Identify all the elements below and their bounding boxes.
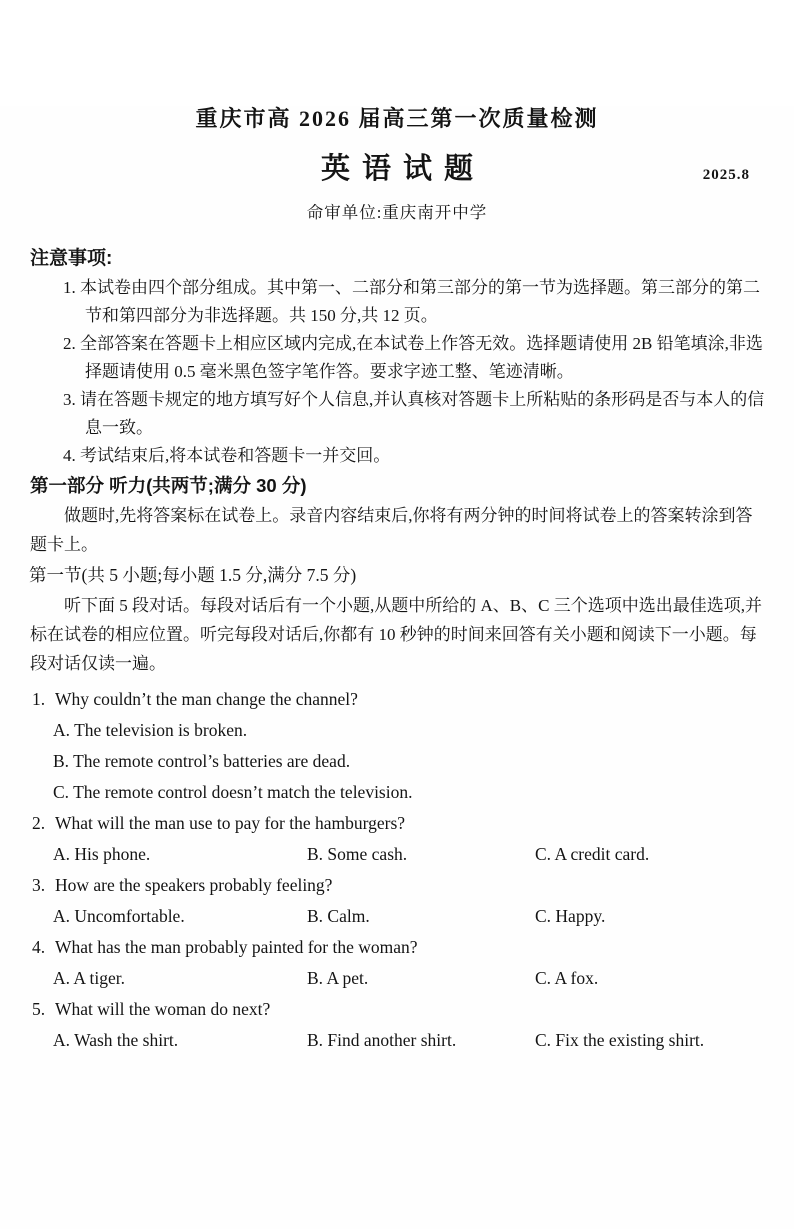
question-line [0,808,794,839]
subject-title: 英语试题 [320,153,485,185]
question-number: 2. [32,813,46,833]
notice-list [63,274,766,470]
question-item [0,932,794,994]
part1-intro: 做题时,先将答案标在试卷上。录音内容结束后,你将有两分钟的时间将试卷上的答案转涂到答题卡上。 [30,506,753,554]
section1-intro: 听下面 5 段对话。每段对话后有一个小题,从题中所给的 A、B、C 三个选项中选出最佳选项,并标在试卷的相应位置。听完每段对话后,你都有 10 秒钟的时间来回答有关小题和阅读下一小题。每段对话仅读一遍。 [30,596,762,673]
option-a: A. A tiger. [53,968,125,988]
option-a: A. His phone. [53,844,151,864]
exam-header-title: 重庆市高 2026 届高三第一次质量检测 [195,106,599,131]
option-c: C. A credit card. [535,844,650,864]
exam-date: 2025.8 [702,167,750,183]
part1-heading: 第一部分 听力(共两节;满分 30 分) [30,475,307,496]
notice-item: 2. 全部答案在答题卡上相应区域内完成,在本试卷上作答无效。选择题请使用 2B 铅笔填涂,非选择题请使用 0.5 毫米黑色签字笔作答。要求字迹工整、笔迹清晰。 [63,334,763,381]
section1-heading: 第一节(共 5 小题;每小题 1.5 分,满分 7.5 分) [29,565,357,585]
question-number: 5. [32,999,46,1019]
question-line [0,870,794,901]
option-b: B. Find another shirt. [307,1030,457,1050]
notice-heading: 注意事项: [30,248,113,269]
question-text: How are the speakers probably feeling? [55,875,333,895]
option-b: B. A pet. [307,968,369,988]
question-options [0,1025,794,1056]
question-line [0,932,794,963]
option-a: A. The television is broken. [53,720,248,740]
option-a: A. Wash the shirt. [53,1030,179,1050]
option-a: A. Uncomfortable. [53,906,185,926]
question-options [0,839,794,870]
option-b: B. Some cash. [307,844,408,864]
question-text: What has the man probably painted for the woman? [55,937,418,957]
question-number: 3. [32,875,46,895]
notice-item: 4. 考试结束后,将本试卷和答题卡一并交回。 [63,446,391,465]
option-b: B. The remote control’s batteries are dead. [53,751,351,771]
question-line [0,684,794,715]
question-options [0,963,794,994]
question-text: Why couldn’t the man change the channel? [55,689,358,709]
question-item [0,994,794,1056]
question-text: What will the woman do next? [55,999,271,1019]
subject-title-row [0,152,794,186]
question-item [0,870,794,932]
notice-item: 1. 本试卷由四个部分组成。其中第一、二部分和第三部分的第一节为选择题。第三部分的第二节和第四部分为非选择题。共 150 分,共 12 页。 [63,278,760,325]
unit-line: 命审单位:重庆南开中学 [306,203,488,222]
question-options [0,901,794,932]
question-list [0,684,794,1056]
question-options [0,715,794,808]
question-text: What will the man use to pay for the hamburgers? [55,813,406,833]
option-b: B. Calm. [307,906,370,926]
option-c: C. Fix the existing shirt. [535,1030,705,1050]
notice-item: 3. 请在答题卡规定的地方填写好个人信息,并认真核对答题卡上所粘贴的条形码是否与本人的信息一致。 [63,390,765,437]
question-item [0,808,794,870]
exam-paper-page [0,106,794,1229]
question-line [0,994,794,1025]
option-c: C. A fox. [535,968,599,988]
option-c: C. The remote control doesn’t match the television. [53,782,413,802]
question-number: 4. [32,937,46,957]
question-item [0,684,794,808]
option-c: C. Happy. [535,906,606,926]
question-number: 1. [32,689,46,709]
